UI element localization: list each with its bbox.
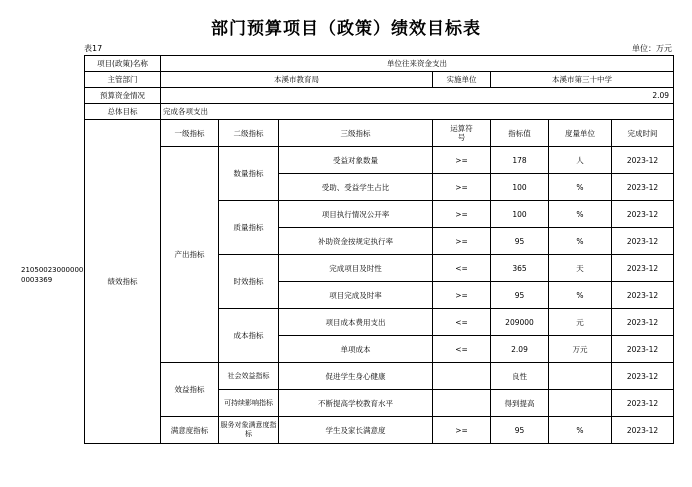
level2-timeliness: 时效指标 <box>219 255 279 309</box>
row-unit: % <box>549 201 612 228</box>
page-title: 部门预算项目（政策）绩效目标表 <box>211 19 481 39</box>
row-level3: 受助、受益学生占比 <box>279 174 433 201</box>
row-value: 95 <box>491 228 549 255</box>
row-level3: 完成项目及时性 <box>279 255 433 282</box>
perf-label: 绩效指标 <box>85 120 161 444</box>
row-unit: 元 <box>549 309 612 336</box>
level1-output: 产出指标 <box>161 147 219 363</box>
row-unit: 天 <box>549 255 612 282</box>
row-operator: >= <box>433 174 491 201</box>
row-unit <box>549 390 612 417</box>
row-unit: % <box>549 174 612 201</box>
row-level3: 受益对象数量 <box>279 147 433 174</box>
row-value: 95 <box>491 417 549 444</box>
budget-value: 2.09 <box>161 88 674 104</box>
goal-label: 总体目标 <box>85 104 161 120</box>
row-level3: 项目完成及时率 <box>279 282 433 309</box>
row-value: 良性 <box>491 363 549 390</box>
row-level3: 不断提高学校教育水平 <box>279 390 433 417</box>
row-value: 100 <box>491 201 549 228</box>
row-operator: >= <box>433 147 491 174</box>
row-time: 2023-12 <box>612 255 674 282</box>
header-time: 完成时间 <box>612 120 674 147</box>
header-level2: 二级指标 <box>219 120 279 147</box>
row-time: 2023-12 <box>612 417 674 444</box>
project-name-value: 单位往来资金支出 <box>161 56 674 72</box>
row-level3: 促进学生身心健康 <box>279 363 433 390</box>
header-level3: 三级指标 <box>279 120 433 147</box>
row-value: 209000 <box>491 309 549 336</box>
row-time: 2023-12 <box>612 309 674 336</box>
unit-label: 单位：万元 <box>632 44 672 53</box>
row-value: 95 <box>491 282 549 309</box>
header-unit: 度量单位 <box>549 120 612 147</box>
project-name-label: 项目(政策)名称 <box>85 56 161 72</box>
row-value: 100 <box>491 174 549 201</box>
level1-satisfaction: 满意度指标 <box>161 417 219 444</box>
dept-label: 主管部门 <box>85 72 161 88</box>
level2-cost: 成本指标 <box>219 309 279 363</box>
row-time: 2023-12 <box>612 336 674 363</box>
impl-value: 本溪市第三十中学 <box>491 72 674 88</box>
row-level3: 补助资金按规定执行率 <box>279 228 433 255</box>
budget-label: 预算资金情况 <box>85 88 161 104</box>
table-id: 表17 <box>84 44 103 53</box>
header-value: 指标值 <box>491 120 549 147</box>
row-operator <box>433 363 491 390</box>
row-operator: >= <box>433 228 491 255</box>
row-value: 178 <box>491 147 549 174</box>
row-level3: 单项成本 <box>279 336 433 363</box>
level2-quality: 质量指标 <box>219 201 279 255</box>
row-time: 2023-12 <box>612 363 674 390</box>
level2-social: 社会效益指标 <box>219 363 279 390</box>
goal-value: 完成各项支出 <box>161 104 674 120</box>
row-operator: <= <box>433 309 491 336</box>
level2-sustain: 可持续影响指标 <box>219 390 279 417</box>
row-operator: >= <box>433 417 491 444</box>
row-unit: % <box>549 228 612 255</box>
row-time: 2023-12 <box>612 228 674 255</box>
side-code: 210500230000000003369 <box>21 266 84 284</box>
row-time: 2023-12 <box>612 147 674 174</box>
row-unit: % <box>549 282 612 309</box>
row-value: 2.09 <box>491 336 549 363</box>
row-operator: >= <box>433 201 491 228</box>
row-value: 365 <box>491 255 549 282</box>
row-level3: 学生及家长满意度 <box>279 417 433 444</box>
row-unit: % <box>549 417 612 444</box>
row-operator: <= <box>433 255 491 282</box>
performance-table <box>84 55 674 444</box>
row-level3: 项目成本费用支出 <box>279 309 433 336</box>
impl-label: 实施单位 <box>433 72 491 88</box>
row-time: 2023-12 <box>612 201 674 228</box>
dept-value: 本溪市教育局 <box>161 72 433 88</box>
row-time: 2023-12 <box>612 174 674 201</box>
header-level1: 一级指标 <box>161 120 219 147</box>
row-unit: 万元 <box>549 336 612 363</box>
row-unit <box>549 363 612 390</box>
level2-quantity: 数量指标 <box>219 147 279 201</box>
header-operator: 运算符号 <box>433 120 491 147</box>
row-operator: <= <box>433 336 491 363</box>
row-unit: 人 <box>549 147 612 174</box>
level1-benefit: 效益指标 <box>161 363 219 417</box>
row-time: 2023-12 <box>612 282 674 309</box>
row-operator <box>433 390 491 417</box>
row-operator: >= <box>433 282 491 309</box>
row-time: 2023-12 <box>612 390 674 417</box>
row-level3: 项目执行情况公开率 <box>279 201 433 228</box>
row-value: 得到提高 <box>491 390 549 417</box>
level2-service: 服务对象满意度指标 <box>219 417 279 444</box>
